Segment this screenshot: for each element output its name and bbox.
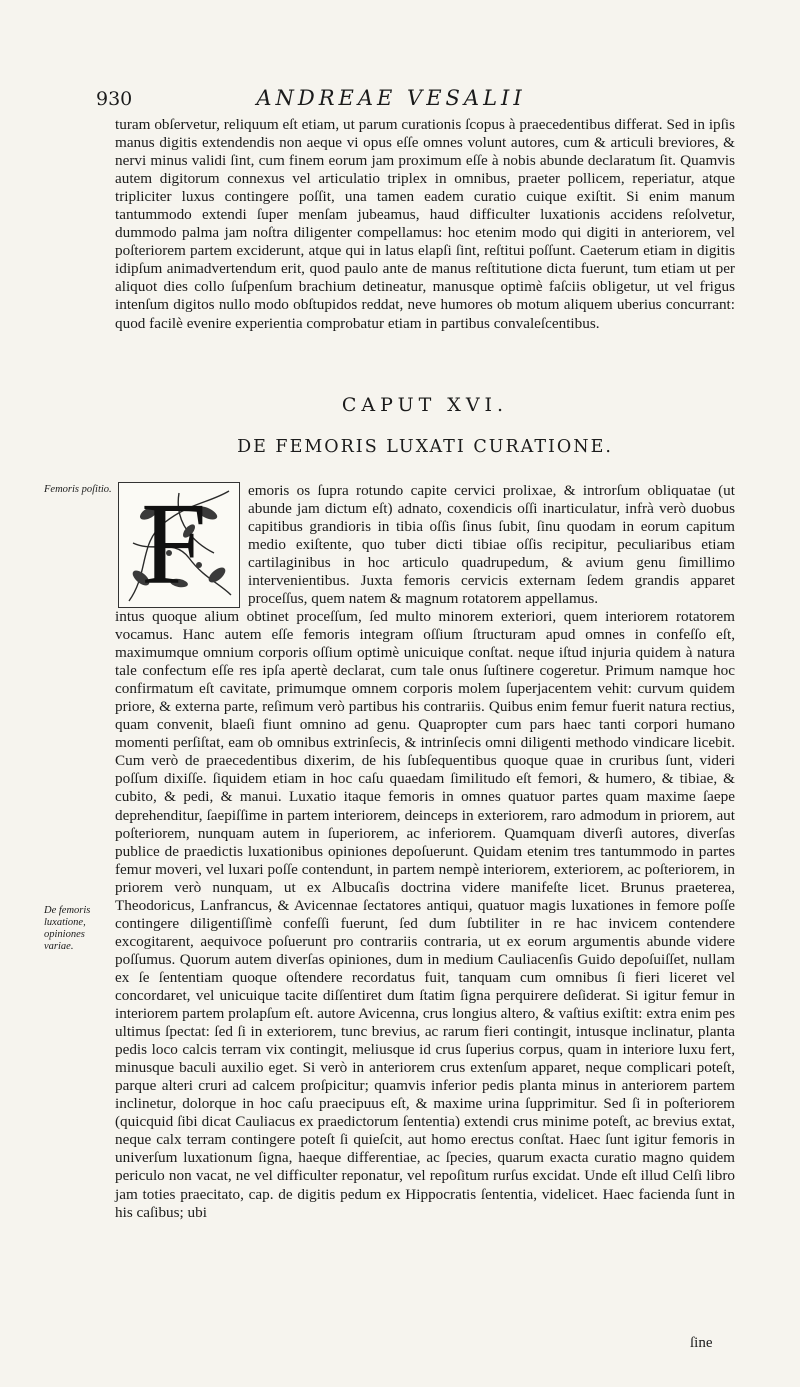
margin-note: Femoris poſitio. (44, 484, 112, 495)
page-header (96, 86, 746, 116)
decorated-initial (118, 478, 240, 609)
margin-note: De femoris luxatione, opiniones variae. (44, 905, 91, 952)
chapter-body-text: intus quoque alium obtinet proceſſum, ſed multo minorem exteriori, quem interiorem rotatorem vocamus. Hanc autem eſſe femoris integram oſſium ſtructuram apud omnes in confeſſo eſt, maximumque omnium corporis oſſium optimè unicuique conſtat. neque iſtud injuria quidem à natura tale confectum eſſe res ipſa apertè declarat, cum tale onus ſuſtinere cogeretur. Primum namque hoc confirmatum eſt cavitate, primumque omnem corporis molem ſuperjacentem vehit: curvum quidem priore, & externa parte, reſimum verò partibus his contrariis. Quibus enim femur fuerit natura rectius, quam convenit, blaeſi fiunt omnino ad genu. Quapropter cum pars haec tanti corpori humano momenti perſiſtat, eam ob omnibus extrinſecis, & intrinſecis omni diligenti methodo vindicare licebit. Cum verò de praecedentibus dixerim, de his ſubſequentibus quoque quae in cruribus ſunt, videri poſſum dixiſſe. ſiquidem etiam in hoc caſu quaedam ſimilitudo eſt femori, & humero, & tibiae, & cubito, & pedi, & manui. Luxatio itaque femoris in omnes quatuor partes quam maxime ſaepe deprehenditur, ſaepiſſime in partem interiorem, deinceps in exteriorem, raro admodum in priorem, aut poſteriorem, nunquam autem in ſuperiorem, ac inferiorem. Quamquam diverſi autores, diverſas publice de praedictis luxationibus opiniones depoſuerunt. Quidam etenim tres tantummodo in partes femur moveri, vel luxari poſſe contendunt, in partem nempè interiorem, exteriorem, ac poſteriorem, in priorem verò nunquam, ut ex Albucaſis doctrina videre manifeſte licet. Brunus praeterea, Theodoricus, Lanfrancus, & Avicennae ſectatores antiqui, quatuor magis luxationes in femore poſſe contingere diligentiſſimè confeſſi fuerunt, ſed dum ſubtiliter in re hac invicem contendere excogitarent, aequivoce poſuerunt pro contrariis contraria, ut ex eorum argumentis abunde videre poſſumus. Quorum autem diverſas opiniones, dum in medium Cauliacenſis Guido depoſuiſſet, nullam ex ſe ſententiam quoque oſtendere recordatus fuit, tanquam cum omnibus ſi fieri liceret vel concordaret, vel unicuique tacite diſſentiret dum ſtatim ſigna perquirere deſiderat. Si igitur femur in interiorem partem prolapſum eſt. autore Avicenna, crus longius altero, & vaſtius exiſtit: extra enim pes ultimus ſpectat: ſed ſi in exteriorem, tunc brevius, ac rarum fieri contingit, intusque inclinatur, planta pedis loco calcis terram vix contingit, meliusque id crus ſuperius corpus, quam in interiore luxu fert, minusque baculi auxilio eget. Si verò in anteriorem crus extenſum apparet, neque complicari poteſt, parque alteri cruri ad calcem proſpicitur; quamvis inferior pedis planta minus in anteriorem partem inclinetur, dolorque in hoc caſu praecipuus eſt, & maxime urina ſupprimitur. Sed ſi in poſteriorem (quicquid ſibi dicat Cauliacus ex praedictorum ſententia) extendi crus minime poteſt, ac brevius extat, neque calx terram contingere poteſt ſi quieſcit, aut homo erectus conſtat. Haec ſunt igitur femoris in univerſum luxationum ſigna, haeque differentiae, ac ſpecies, quarum exacta curatio magno quidem periculo non vacat, ne vel difficulter reponatur, vel repoſitum rurſus excidat. Unde eſt illud Celſi libro jam toties praecitato, cap. de digitis pedum ex Hippocratis ſententia, videlicet. Haec facienda ſunt in his caſibus; ubi (115, 608, 735, 1221)
chapter-title: DE FEMORIS LUXATI CURATIONE. (237, 437, 613, 457)
page-number: 930 (96, 88, 133, 110)
running-title: ANDREAE VESALII (256, 86, 526, 110)
chapter-heading: CAPUT XVI. (341, 394, 509, 416)
drop-cap-letter: F (141, 478, 207, 609)
paragraph-continuation: turam obſervetur, reliquum eſt etiam, ut parum curationis ſcopus à praecedentibus differat. Sed in ipſis manus digitis extendendis non aeque vi opus eſſe omnes volunt autores, cum & articuli breviores, & nervi minus validi ſint, cum finem eorum jam proximum eſſe à nobis abunde declaratum ſit. Quamvis autem digitorum connexus vel articulatio triplex in omnibus, praeter pollicem, reperiatur, atque tripliciter luxus contingere poſſit, una tamen eadem curatio cuique exiſtit. Si enim manum tantummodo extendi ſuper menſam jubeamus, haud difficulter luxationis accidens reſolvetur, dummodo palma jam noſtra diligenter compellamus: hoc etenim modo qui digiti in anteriorem, vel poſteriorem partem exciderunt, atque qui in latus elapſi ſint, reſtitui poſſunt. Caeterum etiam in digitis idipſum animadvertendum erit, quod paulo ante de manus reſtitutione dicta fuerunt, tum etiam ut per aliquot dies collo ſuſpenſum brachium detineatur, manusque optimè faſciis obligetur, ut vel frigus intenſum digitos nullo modo obſtupidos reddat, neve humores ob motum aliquem uberius concurrant: quod facilè evenire experientia comprobatur etiam in partibus convaleſcentibus. (115, 116, 735, 332)
chapter-opening-lines: emoris os ſupra rotundo capite cervici prolixae, & introrſum obliquatae (ut abunde jam dictum eſt) adnato, coxendicis oſſi inarticulatur, infrà verò duobus capitibus grandioris in tibia oſſis ſinus ſubit, ſinu quodam in eorum capitum medio exiſtente, quo tuber dicti tibiae oſſis recipitur, peculiaribus etiam cartilaginibus in hoc articulo quadrupedum, & avium genu ſimillimo intervenientibus. Juxta femoris cervicis externam ſedem grandis apparet proceſſus, quem natem & magnum rotatorem appellamus. (248, 482, 735, 608)
catchword: ſine (690, 1335, 713, 1351)
